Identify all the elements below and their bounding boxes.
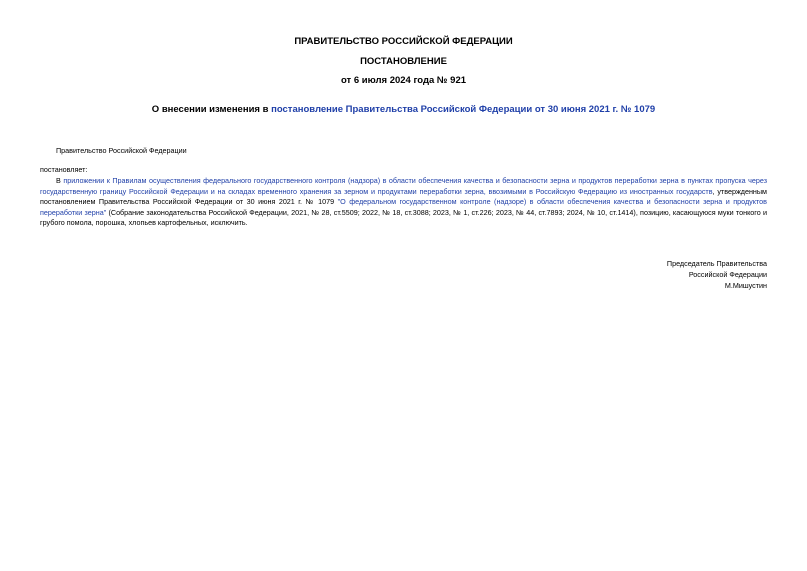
document-type-heading: ПОСТАНОВЛЕНИЕ bbox=[360, 56, 447, 67]
document-date-number: от 6 июля 2024 года № 921 bbox=[340, 75, 467, 86]
body-paragraph bbox=[40, 176, 767, 229]
title-link[interactable]: постановление Правительства Российской Федерации от 30 июня 2021 г. № 1079 bbox=[271, 104, 656, 115]
signature-name: М.Мишустин bbox=[724, 281, 767, 290]
signature-position: Председатель Правительства bbox=[666, 259, 767, 268]
issuer-text: Правительство Российской Федерации bbox=[56, 146, 187, 155]
paragraph-middle: , утвержденным постановлением Правительства Российской Федерации от 30 июня 2021 г. № 1079 bbox=[40, 186, 767, 206]
title-prefix: О внесении изменения в bbox=[151, 104, 272, 115]
resolution-title-link[interactable]: "О федеральном государственном контроле (надзоре) в области обеспечения качества и безопасности зерна и продуктов переработки зерна" bbox=[40, 197, 767, 217]
government-heading: ПРАВИТЕЛЬСТВО РОССИЙСКОЙ ФЕДЕРАЦИИ bbox=[294, 36, 513, 47]
paragraph-prefix: В bbox=[56, 176, 64, 185]
rules-appendix-link[interactable]: приложении к Правилам осуществления федерального государственного контроля (надзора) в области обеспечения качества и безопасности зерна и продуктов переработки зерна в пунктах пропуска через государственную границу Российской Федерации и на складах временного хранения за зерном и продуктами переработки зерна, ввозимыми в Российскую Федерацию из иностранных государств bbox=[40, 176, 767, 196]
resolves-text: постановляет: bbox=[40, 165, 88, 174]
signature-organization: Российской Федерации bbox=[688, 270, 767, 279]
document-title bbox=[0, 104, 807, 116]
paragraph-suffix: (Собрание законодательства Российской Федерации, 2021, № 28, ст.5509; 2022, № 18, ст.3088; 2023, № 1, ст.226; 2023, № 44, ст.7893; 2024, № 10, ст.1414), позицию, касающуюся муки тонкого и грубого помола, порошка, хлопьев картофельных, исключить. bbox=[40, 207, 767, 227]
